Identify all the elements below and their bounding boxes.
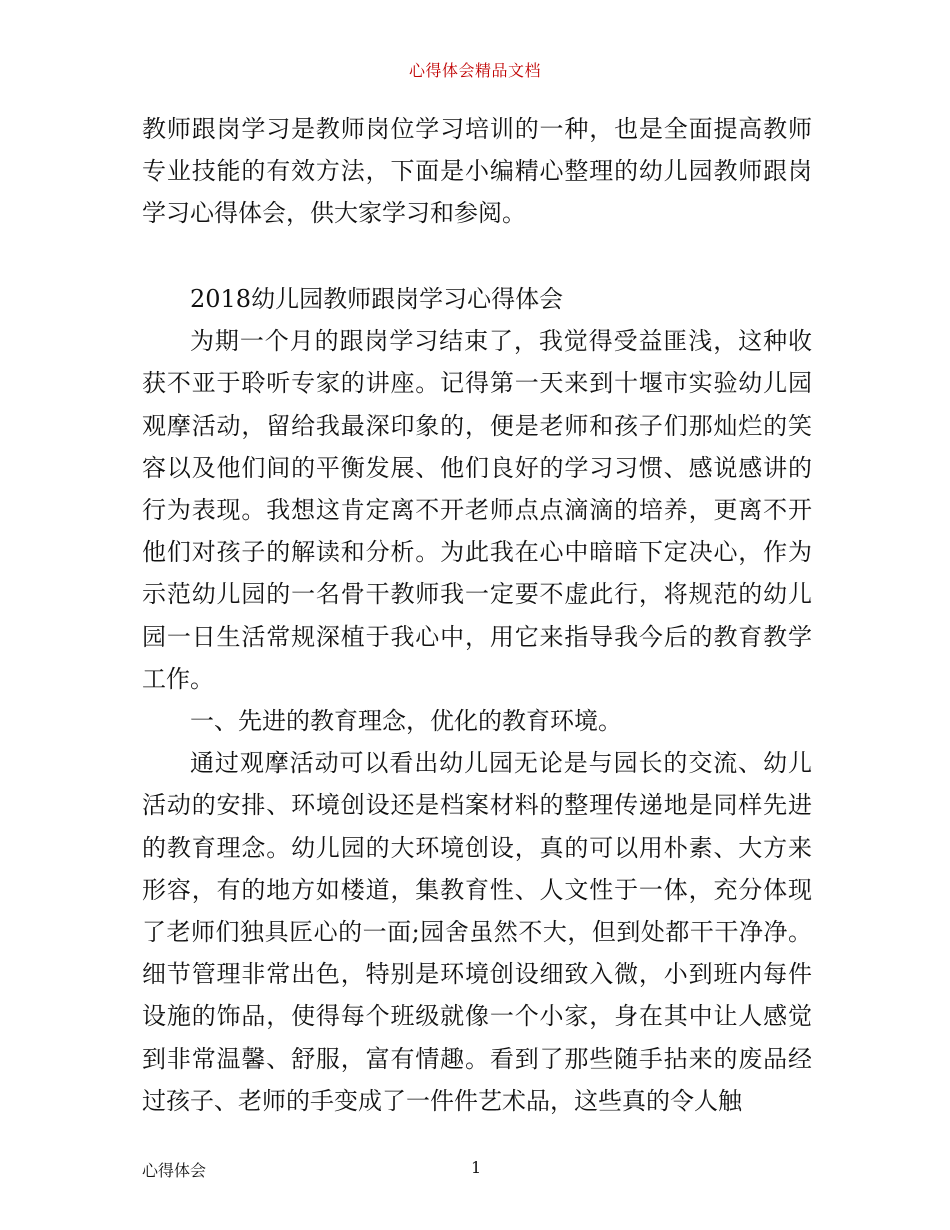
article-title: 2018幼儿园教师跟岗学习心得体会 — [190, 285, 564, 313]
article-paragraph: 为期一个月的跟岗学习结束了，我觉得受益匪浅，这种收获不亚于聆听专家的讲座。记得第一天来到十堰市实验幼儿园观摩活动，留给我最深印象的，便是老师和孩子们那灿烂的笑容以及他们间的平衡发展、他们良好的学习习惯、感说感讲的行为表现。我想这肯定离不开老师点点滴滴的培养，更离不开他们对孩子的解读和分析。为此我在心中暗暗下定决心，作为示范幼儿园的一名骨干教师我一定要不虚此行，将规范的幼儿园一日生活常规深植于我心中，用它来指导我今后的教育教学工作。 — [142, 327, 812, 693]
page-header-title: 心得体会精品文档 — [408, 61, 541, 80]
intro-section — [142, 108, 812, 235]
footer-label: 心得体会 — [142, 1161, 207, 1180]
section-heading: 一、先进的教育理念，优化的教育环境。 — [190, 707, 622, 736]
intro-paragraph: 教师跟岗学习是教师岗位学习培训的一种，也是全面提高教师专业技能的有效方法，下面是小编精心整理的幼儿园教师跟岗学习心得体会，供大家学习和参阅。 — [142, 115, 812, 228]
page-number: 1 — [471, 1158, 482, 1177]
article-section — [142, 278, 812, 1122]
article-paragraph: 通过观摩活动可以看出幼儿园无论是与园长的交流、幼儿活动的安排、环境创设还是档案材料的整理传递地是同样先进的教育理念。幼儿园的大环境创设，真的可以用朴素、大方来形容，有的地方如楼道，集教育性、人文性于一体，充分体现了老师们独具匠心的一面;园舍虽然不大，但到处都干干净净。细节管理非常出色，特别是环境创设细致入微，小到班内每件设施的饰品，使得每个班级就像一个小家，身在其中让人感觉到非常温馨、舒服，富有情趣。看到了那些随手拈来的废品经过孩子、老师的手变成了一件件艺术品，这些真的令人触 — [142, 749, 812, 1115]
